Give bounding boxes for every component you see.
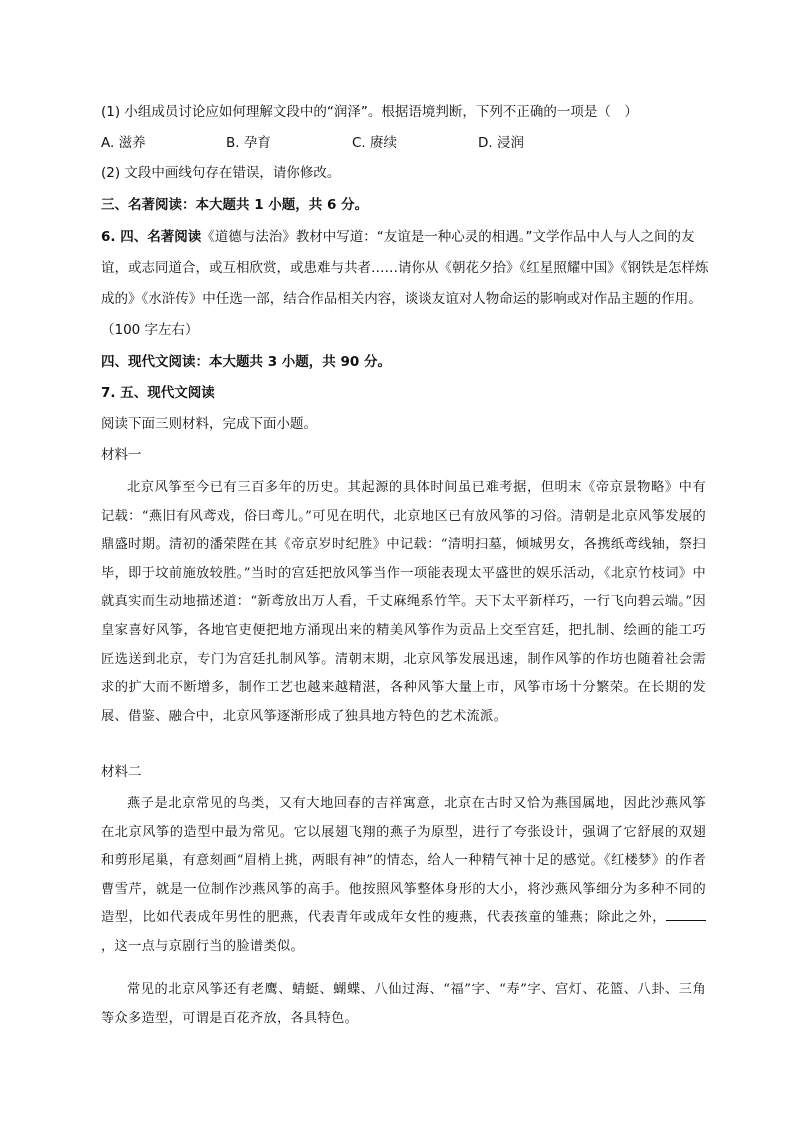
question-6-line-3: 成的》《水浒传》中任选一部，结合作品相关内容，谈谈友谊对人物命运的影响或对作品主题的作用。 [101, 291, 702, 307]
material-2-paragraph-1 [101, 790, 706, 962]
material-2-text-part-b: ，这一点与京剧行当的脸谱类似。 [101, 938, 305, 954]
option-a[interactable]: A. 滋养 [101, 135, 146, 151]
section-4-heading: 四、现代文阅读：本大题共 3 小题，共 90 分。 [101, 354, 391, 370]
material-2-text-part-a: 燕子是北京常见的鸟类，又有大地回春的吉祥寓意，北京在古时又恰为燕国属地，因此沙燕风筝在北京风筝的造型中最为常见。它以展翅飞翔的燕子为原型，进行了夸张设计，强调了它舒展的双翅和剪形尾巢，有意刻画“眉梢上挑，两眼有神”的情态，给人一种精气神十足的感觉。《红楼梦》的作者曹雪芹，就是一位制作沙燕风筝的高手。他按照风筝整体身形的大小，将沙燕风筝细分为多种不同的造型，比如代表成年男性的肥燕，代表青年或成年女性的瘦燕，代表孩童的雏燕；除此之外， [101, 796, 706, 926]
material-1-text: 北京风筝至今已有三百多年的历史。其起源的具体时间虽已难考据，但明末《帝京景物略》中有记载：“燕旧有风鸢戏，俗曰鸢儿。”可见在明代，北京地区已有放风筝的习俗。清朝是北京风筝发展的鼎盛时期。清初的潘荣陛在其《帝京岁时纪胜》中记载：“清明扫墓，倾城男女，各携纸鸢线轴，祭扫毕，即于坟前施放较胜。”当时的宫廷把放风筝当作一项能表现太平盛世的娱乐活动，《北京竹枝词》中就真实而生动地描述道：“新鸢放出万人看，千丈麻绳系竹竿。天下太平新样巧，一行飞向碧云端。”因皇家喜好风筝，各地官吏便把地方涌现出来的精美风筝作为贡品上交至宫廷，把扎制、绘画的能工巧匠选送到北京，专门为宫廷扎制风筝。清朝末期，北京风筝发展迅速，制作风筝的作坊也随着社会需求的扩大而不断增多，制作工艺也越来越精湛，各种风筝大量上市，风筝市场十分繁荣。在长期的发展、借鉴、融合中，北京风筝逐渐形成了独具地方特色的艺术流派。 [101, 480, 706, 724]
question-1-options [101, 133, 661, 153]
question-7-title: 7. 五、现代文阅读 [101, 385, 215, 401]
question-6-line-1 [101, 227, 694, 247]
question-1-prompt: (1) 小组成员讨论应如何理解文段中的“润泽”。根据语境判断，下列不正确的一项是（ ） [101, 104, 638, 120]
option-b[interactable]: B. 孕育 [226, 135, 271, 151]
option-d[interactable]: D. 浸润 [478, 135, 524, 151]
question-2-prompt: (2) 文段中画线句存在错误，请你修改。 [101, 165, 341, 181]
material-1-title: 材料一 [101, 447, 142, 463]
question-6-word-limit: （100 字左右） [101, 322, 199, 338]
option-c[interactable]: C. 赓续 [352, 135, 398, 151]
material-2-title: 材料二 [101, 764, 142, 780]
question-6-number: 6. 四、名著阅读 [101, 229, 202, 245]
fill-in-blank[interactable] [666, 906, 706, 921]
question-7-intro: 阅读下面三则材料，完成下面小题。 [101, 416, 317, 432]
question-6-text: 《道德与法治》教材中写道：“友谊是一种心灵的相遇。”文学作品中人与人之间的友 [201, 229, 695, 245]
section-3-heading: 三、名著阅读：本大题共 1 小题，共 6 分。 [101, 197, 369, 213]
question-6-line-2: 谊，或志同道合，或互相欣赏，或患难与共者……请你从《朝花夕拾》《红星照耀中国》《钢铁是怎样炼 [101, 260, 709, 276]
material-2-paragraph-2: 常见的北京风筝还有老鹰、蜻蜓、蝴蝶、八仙过海、“福”字、“寿”字、宫灯、花篮、八卦、三角等众多造型，可谓是百花齐放，各具特色。 [101, 982, 706, 1026]
